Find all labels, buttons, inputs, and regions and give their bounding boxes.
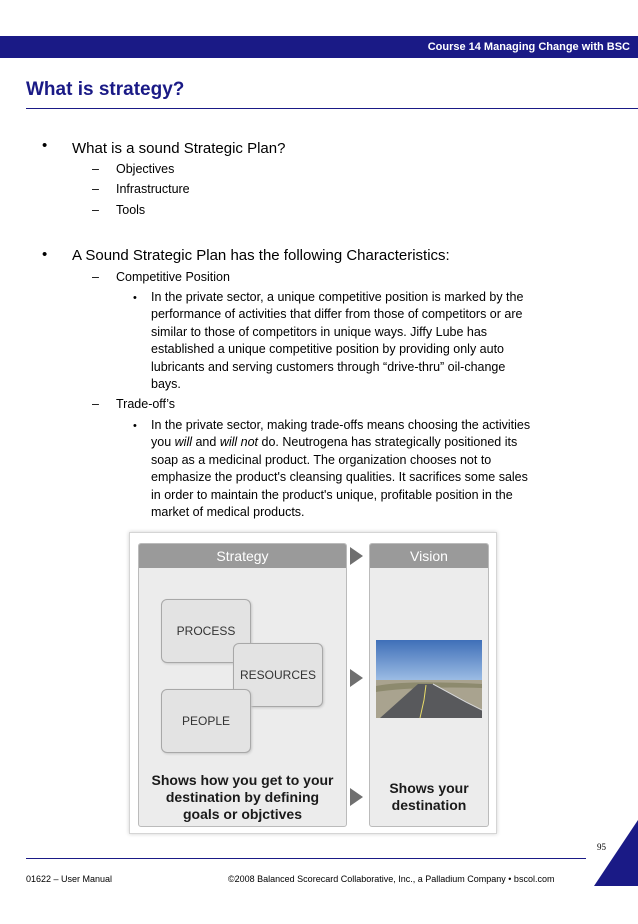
footer-copyright: ©2008 Balanced Scorecard Collaborative, Inc., a Palladium Company • bscol.com: [228, 874, 555, 884]
strategy-vision-diagram: [129, 532, 497, 834]
paragraph-line: lubricants and serving customers through “drive-thru” oil-change: [151, 359, 506, 374]
trade-offs-paragraph: [151, 417, 596, 521]
list-item-objectives: Objectives: [116, 162, 175, 176]
arrow-right-icon: [350, 669, 363, 687]
paragraph-line: in order to maintain the product's unique, profitable position in the: [151, 487, 513, 502]
paragraph-line: soap as a medicinal product. The organization chooses not to: [151, 452, 492, 467]
page-title: What is strategy?: [26, 79, 185, 100]
section-heading-sound-plan: What is a sound Strategic Plan?: [72, 140, 286, 157]
dash-marker: –: [92, 397, 99, 411]
strategy-caption: [141, 772, 344, 823]
footer-manual-id: 01622 – User Manual: [26, 874, 113, 884]
header-bar: [0, 36, 638, 58]
sub-bullet-marker: •: [133, 292, 137, 304]
dash-marker: –: [92, 270, 99, 284]
strategy-panel-header: Strategy: [139, 544, 346, 568]
paragraph-line: In the private sector, making trade-offs means choosing the activities: [151, 418, 531, 432]
competitive-position-paragraph: [151, 289, 596, 393]
sub-bullet-marker: •: [133, 420, 137, 432]
caption-line: destination: [391, 797, 467, 813]
vision-panel-header: Vision: [370, 544, 488, 568]
vision-caption: [370, 780, 488, 814]
course-title: Course 14 Managing Change with BSC: [427, 41, 630, 53]
dash-marker: –: [92, 203, 99, 217]
bullet-marker: •: [42, 137, 48, 154]
emphasis-will: will: [174, 435, 192, 450]
list-item-tools: Tools: [116, 203, 146, 217]
paragraph-line: similar to those of competitors in unique ways. Jiffy Lube has: [151, 324, 488, 339]
arrow-right-icon: [350, 788, 363, 806]
caption-line: destination by defining: [165, 789, 320, 805]
page-number: 95: [597, 842, 606, 852]
emphasis-will-not: will not: [219, 435, 259, 450]
dash-marker: –: [92, 162, 99, 176]
section-heading-characteristics: A Sound Strategic Plan has the following Characteristics:: [72, 247, 450, 264]
paragraph-line: market of medical products.: [151, 505, 305, 520]
list-item-competitive-position: Competitive Position: [116, 270, 230, 284]
paragraph-line: performance of activities that differ from those of competitors or are: [151, 307, 523, 322]
dash-marker: –: [92, 182, 99, 196]
paragraph-line: [151, 434, 596, 451]
footer-divider: [26, 858, 586, 859]
title-divider: [26, 108, 638, 109]
arrow-right-icon: [350, 547, 363, 565]
list-item-infrastructure: Infrastructure: [116, 182, 190, 196]
footer-corner-triangle: [594, 820, 638, 886]
strategy-panel: [138, 543, 347, 827]
text-run: do. Neutrogena has strategically positioned its: [258, 435, 518, 450]
caption-line: goals or objctives: [182, 806, 303, 822]
list-item-trade-offs: Trade-off’s: [116, 397, 176, 411]
text-run: and: [192, 435, 220, 450]
road-photo: [376, 640, 482, 718]
people-box: PEOPLE: [161, 689, 251, 753]
resources-box: RESOURCES: [233, 643, 323, 707]
caption-line: Shows how you get to your: [151, 772, 334, 788]
paragraph-line: emphasize the product's cleansing qualities. It sacrifices some sales: [151, 470, 528, 485]
paragraph-line: In the private sector, a unique competitive position is marked by the: [151, 290, 524, 304]
text-run: you: [151, 435, 175, 450]
bullet-marker: •: [42, 246, 48, 263]
process-box: PROCESS: [161, 599, 251, 663]
paragraph-line: bays.: [151, 377, 181, 392]
caption-line: Shows your: [389, 780, 469, 796]
paragraph-line: established a unique competitive position by providing only auto: [151, 342, 505, 357]
vision-panel: [369, 543, 489, 827]
